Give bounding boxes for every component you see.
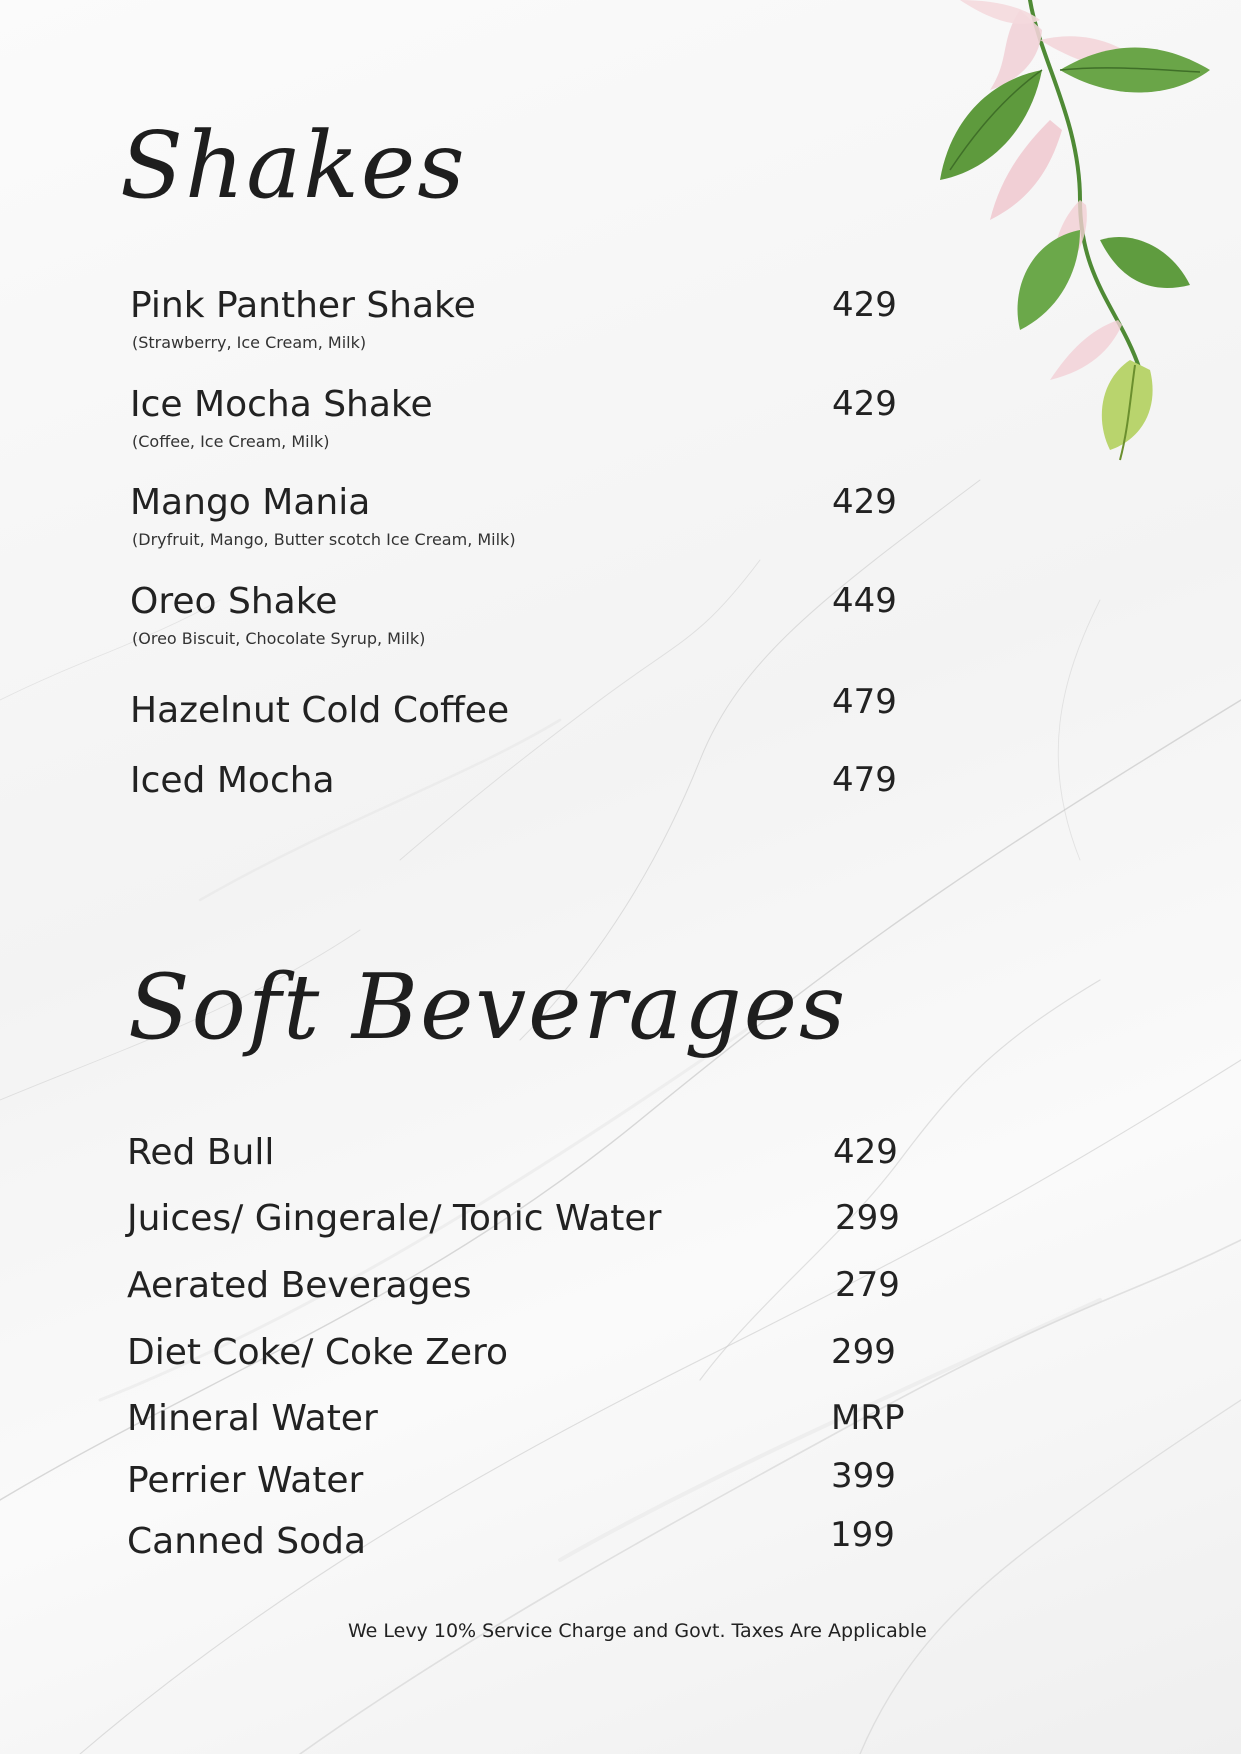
item-price: 429 (833, 1132, 898, 1172)
item-price: 399 (831, 1456, 896, 1496)
item-description: (Strawberry, Ice Cream, Milk) (132, 333, 367, 352)
menu-item (127, 1515, 897, 1581)
menu-item (130, 285, 900, 352)
item-price: 299 (835, 1198, 900, 1238)
item-name: Iced Mocha (130, 760, 335, 801)
item-name: Red Bull (127, 1132, 275, 1173)
item-name: Hazelnut Cold Coffee (130, 690, 510, 731)
item-name: Pink Panther Shake (130, 285, 476, 326)
menu-item (127, 1132, 897, 1192)
item-price: 429 (832, 482, 897, 522)
item-price: 429 (832, 384, 897, 424)
item-price: 199 (830, 1515, 895, 1555)
item-price: 279 (835, 1265, 900, 1305)
menu-item (130, 384, 900, 451)
item-description: (Oreo Biscuit, Chocolate Syrup, Milk) (132, 629, 426, 648)
item-name: Mango Mania (130, 482, 371, 523)
item-price: 429 (832, 285, 897, 325)
item-description: (Coffee, Ice Cream, Milk) (132, 432, 330, 451)
soft-beverages-section-title: Soft Beverages (128, 955, 848, 1060)
item-name: Canned Soda (127, 1521, 367, 1562)
item-price: 449 (832, 581, 897, 621)
item-name: Ice Mocha Shake (130, 384, 433, 425)
item-name: Juices/ Gingerale/ Tonic Water (127, 1198, 662, 1239)
menu-item (130, 760, 900, 820)
menu-item (127, 1332, 897, 1392)
item-price: 479 (832, 682, 897, 722)
item-name: Aerated Beverages (127, 1265, 472, 1306)
item-price: 299 (831, 1332, 896, 1372)
item-name: Oreo Shake (130, 581, 338, 622)
menu-item (127, 1265, 900, 1325)
menu-item (130, 581, 900, 648)
menu-item (127, 1456, 897, 1520)
item-price: MRP (831, 1398, 905, 1438)
item-name: Diet Coke/ Coke Zero (127, 1332, 509, 1373)
menu-item (127, 1198, 900, 1258)
menu-item (130, 482, 900, 549)
item-description: (Dryfruit, Mango, Butter scotch Ice Cream, Milk) (132, 530, 516, 549)
item-price: 479 (832, 760, 897, 800)
menu-item (127, 1398, 905, 1458)
shakes-section-title: Shakes (120, 112, 467, 219)
menu-item (130, 682, 900, 750)
leaf-branch-illustration (930, 0, 1241, 480)
item-name: Perrier Water (127, 1460, 364, 1501)
service-charge-note: We Levy 10% Service Charge and Govt. Taxes Are Applicable (348, 1620, 927, 1642)
item-name: Mineral Water (127, 1398, 378, 1439)
